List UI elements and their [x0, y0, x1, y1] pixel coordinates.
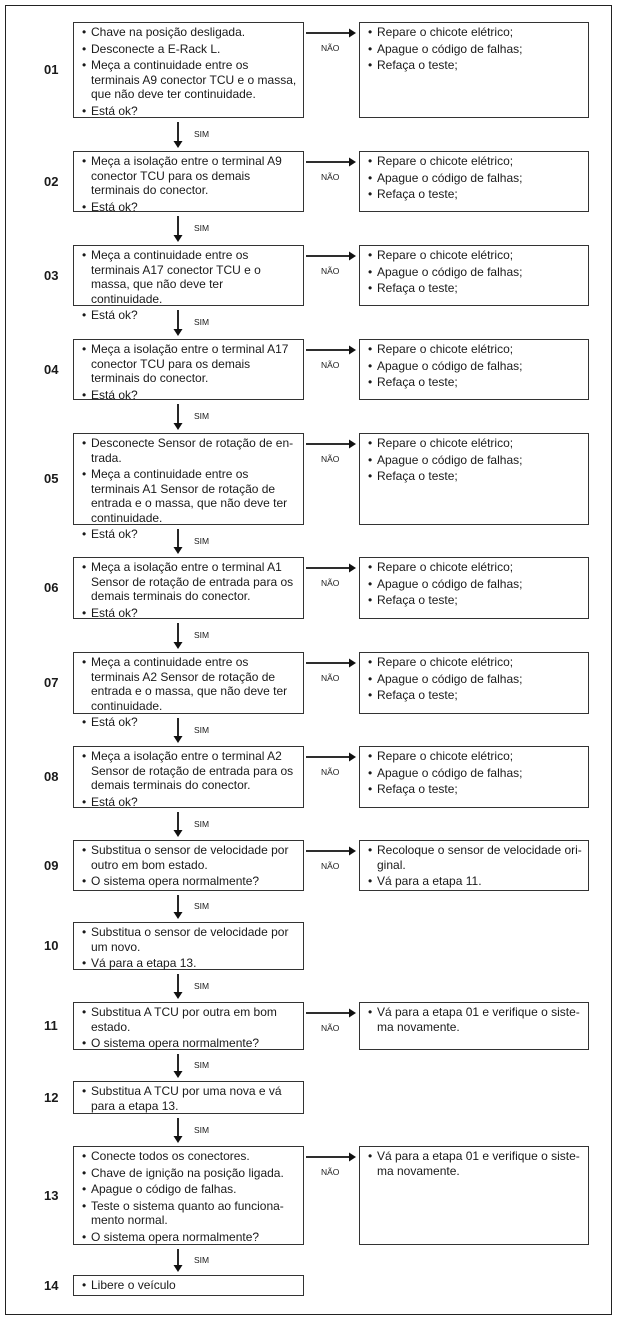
step-box-02 [73, 151, 304, 212]
corrective-item: • Repare o chicote elétrico; [368, 749, 582, 764]
step-item: • Chave na posição desligada. [82, 25, 297, 40]
corrective-list [368, 655, 582, 703]
corrective-item: • Apague o código de falhas; [368, 42, 582, 57]
yes-label: SIM [194, 317, 210, 327]
arrow-down-icon [172, 310, 184, 336]
step-checklist [82, 1005, 297, 1051]
step-item: • Meça a isolação entre o terminal A1 Sensor de rotação de entrada para os demais terminais do conector. [82, 560, 297, 604]
step-item: • Meça a isolação entre o terminal A17 conector TCU para os demais terminais do conector. [82, 342, 297, 386]
step-item: • Meça a isolação entre o terminal A2 Sensor de rotação de entrada para os demais terminais do conector. [82, 749, 297, 793]
arrow-down-icon [172, 623, 184, 649]
corrective-item: • Refaça o teste; [368, 58, 582, 73]
step-item: • O sistema opera normalmente? [82, 1230, 297, 1245]
corrective-item: • Vá para a etapa 11. [368, 874, 582, 889]
arrow-down-icon [172, 812, 184, 837]
step-item: • Conecte todos os conectores. [82, 1149, 297, 1164]
corrective-item: • Apague o código de falhas; [368, 453, 582, 468]
yes-label: SIM [194, 980, 210, 991]
arrow-right-icon [306, 250, 356, 262]
corrective-list [368, 436, 582, 484]
step-number: 04 [44, 361, 59, 377]
no-label: NÃO [321, 172, 340, 182]
yes-label: SIM [194, 129, 210, 139]
yes-label: SIM [194, 1254, 210, 1265]
corrective-box-02 [359, 151, 589, 212]
step-item: • Meça a continuidade entre os terminais A2 Sensor de rotação de entrada e o massa, que não deve ter continuidade. [82, 655, 297, 713]
arrow-down-icon [172, 895, 184, 919]
corrective-item: • Apague o código de falhas; [368, 265, 582, 280]
arrow-down-icon [172, 1118, 184, 1143]
step-item: • Substitua o sensor de velocidade por outro em bom estado. [82, 843, 297, 872]
step-item: • Desconecte a E-Rack L. [82, 42, 297, 57]
step-box-06 [73, 557, 304, 619]
corrective-box-09 [359, 840, 589, 891]
arrow-down-icon [172, 216, 184, 242]
corrective-item: • Repare o chicote elétrico; [368, 560, 582, 575]
step-number: 03 [44, 267, 59, 283]
arrow-right-icon [306, 1007, 356, 1019]
corrective-box-13 [359, 1146, 589, 1245]
step-item: • Está ok? [82, 388, 297, 403]
corrective-item: • Vá para a etapa 01 e verifique o siste-ma novamente. [368, 1005, 582, 1034]
no-label: NÃO [321, 578, 340, 588]
yes-label: SIM [194, 1060, 210, 1070]
corrective-box-01 [359, 22, 589, 118]
corrective-item: • Repare o chicote elétrico; [368, 436, 582, 451]
arrow-right-icon [306, 344, 356, 356]
corrective-list [368, 1149, 582, 1178]
step-item: • Meça a continuidade entre os terminais A1 Sensor de rotação de entrada e o massa, que não deve ter continuidade. [82, 467, 297, 525]
step-checklist [82, 560, 297, 620]
step-box-01 [73, 22, 304, 118]
corrective-box-04 [359, 339, 589, 400]
arrow-right-icon [306, 751, 356, 763]
step-checklist [82, 1149, 297, 1244]
step-item: • Meça a isolação entre o terminal A9 conector TCU para os demais terminais do conector. [82, 154, 297, 198]
step-box-14 [73, 1275, 304, 1296]
yes-label: SIM [194, 724, 210, 735]
corrective-item: • Repare o chicote elétrico; [368, 248, 582, 263]
no-label: NÃO [321, 673, 340, 683]
step-number: 08 [44, 769, 59, 784]
step-number: 14 [44, 1277, 59, 1293]
corrective-box-07 [359, 652, 589, 714]
corrective-item: • Apague o código de falhas; [368, 171, 582, 186]
corrective-box-11 [359, 1002, 589, 1050]
corrective-list [368, 154, 582, 202]
no-label: NÃO [321, 43, 340, 53]
step-item: • Está ok? [82, 527, 297, 542]
corrective-list [368, 1005, 582, 1034]
step-item: • Apague o código de falhas. [82, 1182, 297, 1197]
arrow-down-icon [172, 1054, 184, 1078]
step-item: • Substitua o sensor de velocidade por um novo. [82, 925, 297, 954]
step-box-04 [73, 339, 304, 400]
yes-label: SIM [194, 223, 210, 233]
step-box-11 [73, 1002, 304, 1050]
arrow-right-icon [306, 657, 356, 669]
step-item: • Teste o sistema quanto ao funciona-mento normal. [82, 1199, 297, 1228]
step-number: 06 [44, 580, 59, 595]
arrow-down-icon [172, 974, 184, 999]
no-label: NÃO [321, 1023, 340, 1033]
step-checklist [82, 749, 297, 809]
corrective-item: • Repare o chicote elétrico; [368, 342, 582, 357]
step-checklist [82, 25, 297, 118]
step-number: 07 [44, 675, 59, 690]
arrow-down-icon [172, 404, 184, 430]
step-number: 13 [44, 1187, 59, 1203]
step-checklist [82, 154, 297, 214]
arrow-right-icon [306, 438, 356, 450]
step-item: • Está ok? [82, 795, 297, 810]
step-number: 10 [44, 938, 59, 953]
step-checklist [82, 925, 297, 971]
step-item: • Substitua A TCU por uma nova e vá para a etapa 13. [82, 1084, 297, 1113]
yes-label: SIM [194, 901, 210, 911]
step-item: • Meça a continuidade entre os terminais A17 conector TCU e o massa, que não deve ter continuidade. [82, 248, 297, 306]
no-label: NÃO [321, 861, 340, 871]
corrective-item: • Repare o chicote elétrico; [368, 655, 582, 670]
step-item: • Vá para a etapa 13. [82, 956, 297, 971]
corrective-box-03 [359, 245, 589, 306]
corrective-item: • Apague o código de falhas; [368, 577, 582, 592]
arrow-right-icon [306, 845, 356, 857]
step-item: • Está ok? [82, 200, 297, 215]
corrective-item: • Recoloque o sensor de velocidade ori-ginal. [368, 843, 582, 872]
step-number: 12 [44, 1089, 59, 1105]
step-checklist [82, 843, 297, 889]
no-label: NÃO [321, 1167, 340, 1177]
corrective-item: • Refaça o teste; [368, 281, 582, 296]
corrective-item: • Vá para a etapa 01 e verifique o siste-ma novamente. [368, 1149, 582, 1178]
corrective-item: • Apague o código de falhas; [368, 672, 582, 687]
arrow-right-icon [306, 156, 356, 168]
step-item: • Desconecte Sensor de rotação de en-trada. [82, 436, 297, 465]
step-checklist [82, 342, 297, 402]
step-number: 09 [44, 857, 59, 873]
step-checklist [82, 248, 297, 323]
step-box-07 [73, 652, 304, 729]
yes-label: SIM [194, 630, 210, 640]
no-label: NÃO [321, 767, 340, 777]
corrective-item: • Refaça o teste; [368, 688, 582, 703]
step-box-09 [73, 840, 304, 891]
no-label: NÃO [321, 266, 340, 276]
corrective-box-05 [359, 433, 589, 525]
step-number: 01 [44, 62, 59, 77]
corrective-list [368, 342, 582, 390]
step-item: • O sistema opera normalmente? [82, 1036, 297, 1051]
arrow-right-icon [306, 1151, 356, 1163]
corrective-item: • Apague o código de falhas; [368, 359, 582, 374]
arrow-down-icon [172, 718, 184, 743]
step-checklist [82, 655, 297, 730]
arrow-down-icon [172, 529, 184, 554]
corrective-item: • Refaça o teste; [368, 782, 582, 797]
step-item: • Substitua A TCU por outra em bom estado. [82, 1005, 297, 1034]
corrective-item: • Repare o chicote elétrico; [368, 25, 582, 40]
step-number: 05 [44, 471, 59, 486]
arrow-down-icon [172, 1249, 184, 1272]
step-checklist [82, 436, 297, 542]
arrow-down-icon [172, 122, 184, 148]
step-number: 02 [44, 173, 59, 189]
corrective-box-08 [359, 746, 589, 808]
arrow-right-icon [306, 27, 356, 39]
corrective-list [368, 560, 582, 608]
corrective-box-06 [359, 557, 589, 619]
corrective-item: • Refaça o teste; [368, 187, 582, 202]
corrective-item: • Apague o código de falhas; [368, 766, 582, 781]
corrective-item: • Refaça o teste; [368, 375, 582, 390]
step-item: • Está ok? [82, 104, 297, 119]
no-label: NÃO [321, 454, 340, 464]
corrective-item: • Repare o chicote elétrico; [368, 154, 582, 169]
step-item: • Libere o veículo [82, 1278, 297, 1293]
no-label: NÃO [321, 360, 340, 370]
yes-label: SIM [194, 411, 210, 421]
step-number: 11 [44, 1018, 58, 1033]
step-item: • Está ok? [82, 308, 297, 323]
step-box-12 [73, 1081, 304, 1114]
yes-label: SIM [194, 818, 210, 829]
yes-label: SIM [194, 1124, 210, 1135]
step-item: • Está ok? [82, 606, 297, 621]
step-item: • Chave de ignição na posição ligada. [82, 1166, 297, 1181]
corrective-list [368, 25, 582, 73]
step-box-13 [73, 1146, 304, 1245]
corrective-item: • Refaça o teste; [368, 593, 582, 608]
arrow-right-icon [306, 562, 356, 574]
step-checklist [82, 1278, 297, 1293]
step-item: • Está ok? [82, 715, 297, 730]
corrective-list [368, 248, 582, 296]
step-item: • O sistema opera normalmente? [82, 874, 297, 889]
corrective-list [368, 749, 582, 797]
yes-label: SIM [194, 535, 210, 546]
corrective-item: • Refaça o teste; [368, 469, 582, 484]
step-checklist [82, 1084, 297, 1113]
corrective-list [368, 843, 582, 889]
step-item: • Meça a continuidade entre os terminais A9 conector TCU e o massa, que não deve ter continuidade. [82, 58, 297, 102]
step-box-10 [73, 922, 304, 970]
step-box-08 [73, 746, 304, 808]
